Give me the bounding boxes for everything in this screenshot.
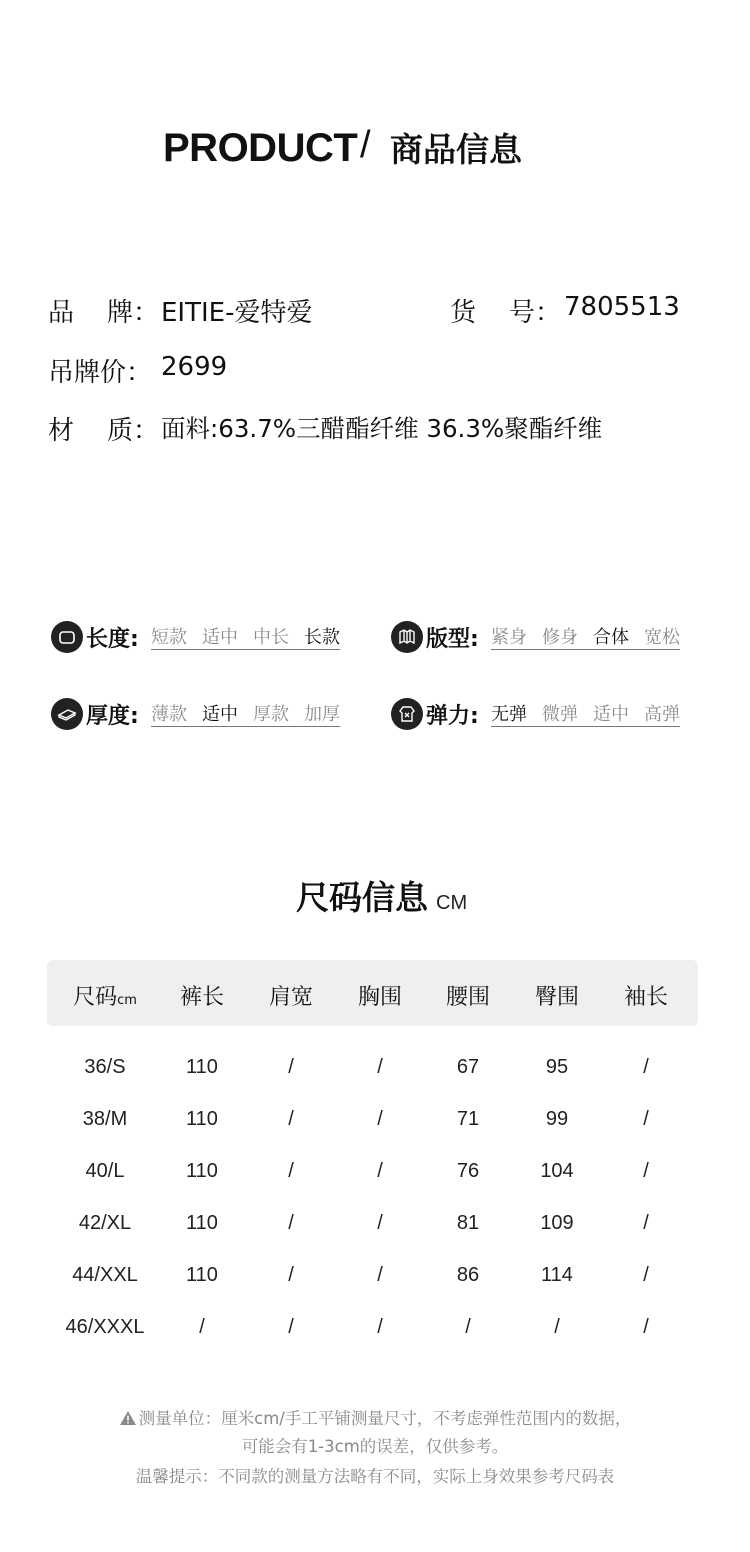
table-cell: / [377, 1056, 383, 1078]
option-extra-thick: 加厚 [304, 704, 340, 725]
note-line-3: 温馨提示：不同款的测量方法略有不同，实际上身效果参考尺码表 [135, 1467, 615, 1486]
price-label: 吊牌价： [48, 358, 153, 388]
table-cell: 86 [456, 1264, 480, 1286]
brand-value: EITIE-爱特爱 [161, 298, 313, 328]
table-cell: / [377, 1264, 383, 1286]
length-icon [51, 621, 83, 653]
option-tight: 紧身 [491, 627, 527, 648]
table-cell: 36/S [84, 1056, 126, 1078]
table-cell: / [377, 1316, 383, 1338]
attribute-label: 弹力: [426, 704, 479, 729]
header-cell: 裤长 [179, 985, 224, 1010]
table-cell: / [643, 1160, 649, 1182]
table-row [47, 1160, 698, 1190]
option-medium: 适中 [593, 704, 629, 725]
table-cell: / [643, 1212, 649, 1234]
option-long: 长款 [304, 627, 340, 648]
table-cell: 71 [456, 1108, 480, 1130]
header-size-label: 尺码 [73, 985, 118, 1010]
table-cell: 81 [456, 1212, 480, 1234]
size-title: 尺码信息 [296, 878, 428, 917]
option-high: 高弹 [644, 704, 680, 725]
table-cell: / [377, 1108, 383, 1130]
option-short: 短款 [151, 627, 187, 648]
option-none: 无弹 [491, 704, 527, 725]
table-cell: 109 [540, 1212, 574, 1234]
table-cell: / [377, 1212, 383, 1234]
option-medium: 适中 [202, 627, 238, 648]
table-cell: 76 [456, 1160, 480, 1182]
option-midlong: 中长 [253, 627, 289, 648]
table-cell: 114 [541, 1264, 573, 1286]
table-cell: 110 [186, 1056, 218, 1078]
size-unit: CM [436, 892, 468, 914]
option-thin: 薄款 [151, 704, 187, 725]
table-cell: 110 [186, 1108, 218, 1130]
table-cell: / [643, 1056, 649, 1078]
table-cell: 67 [456, 1056, 480, 1078]
table-cell: / [288, 1056, 294, 1078]
header-cell: 胸围 [357, 985, 402, 1010]
table-cell: 110 [186, 1160, 218, 1182]
fit-icon [391, 621, 423, 653]
material-value: 面料:63.7%三醋酯纤维 36.3%聚酯纤维 [161, 414, 603, 443]
material-label: 材 质： [48, 416, 160, 446]
table-row [47, 1316, 698, 1346]
attribute-options [491, 623, 680, 650]
elastic-icon [391, 698, 423, 730]
note-line-1: 测量单位：厘米cm/手工平铺测量尺寸，不考虑弹性范围内的数据， [138, 1409, 632, 1428]
table-cell: 44/XXL [72, 1264, 138, 1286]
size-section-title [296, 872, 467, 919]
table-cell: / [288, 1212, 294, 1234]
table-cell: / [643, 1316, 649, 1338]
header-title-cn: 商品信息 [390, 130, 522, 169]
header-cell: 袖长 [623, 985, 668, 1010]
warning-icon [119, 1410, 137, 1426]
table-cell: 99 [545, 1108, 569, 1130]
option-slim: 修身 [542, 627, 578, 648]
table-cell: 95 [545, 1056, 569, 1078]
table-cell: 110 [186, 1212, 218, 1234]
option-medium: 适中 [202, 704, 238, 725]
option-thick: 厚款 [253, 704, 289, 725]
table-cell: / [554, 1316, 560, 1338]
code-value: 7805513 [564, 292, 680, 322]
table-row [47, 1264, 698, 1294]
table-cell: / [199, 1316, 205, 1338]
table-cell: 38/M [82, 1108, 128, 1130]
header-size [60, 980, 150, 1011]
header-cell: 腰围 [445, 985, 490, 1010]
size-table-header [47, 960, 698, 1026]
header-slash: / [360, 124, 371, 166]
price-value: 2699 [161, 352, 228, 382]
table-cell: / [465, 1316, 471, 1338]
brand-label: 品 牌： [48, 298, 160, 328]
option-slight: 微弹 [542, 704, 578, 725]
attribute-label: 版型: [426, 627, 479, 652]
table-cell: / [288, 1316, 294, 1338]
header-size-unit: cm [117, 993, 137, 1008]
option-loose: 宽松 [644, 627, 680, 648]
attribute-label: 长度: [86, 627, 139, 652]
code-label: 货 号： [450, 298, 562, 328]
table-cell: / [643, 1264, 649, 1286]
table-row [47, 1056, 698, 1086]
table-cell: 46/XXXL [65, 1316, 145, 1338]
option-regular: 合体 [593, 627, 629, 648]
table-cell: / [288, 1108, 294, 1130]
table-cell: 104 [540, 1160, 574, 1182]
header-cell: 臀围 [534, 985, 579, 1010]
measurement-note [0, 1405, 750, 1429]
attribute-options [491, 700, 680, 727]
page-header [0, 122, 750, 178]
attribute-options [151, 700, 340, 727]
attribute-options [151, 623, 340, 650]
thickness-icon [51, 698, 83, 730]
table-cell: / [377, 1160, 383, 1182]
table-cell: / [288, 1264, 294, 1286]
table-row [47, 1108, 698, 1138]
attribute-label: 厚度: [86, 704, 139, 729]
table-cell: 42/XL [78, 1212, 132, 1234]
table-cell: / [643, 1108, 649, 1130]
header-cell: 肩宽 [268, 985, 313, 1010]
table-cell: 40/L [85, 1160, 125, 1182]
table-cell: 110 [186, 1264, 218, 1286]
table-cell: / [288, 1160, 294, 1182]
note-line-2: 可能会有1-3cm的误差，仅供参考。 [241, 1437, 509, 1456]
header-title-en: PRODUCT [163, 126, 358, 170]
table-row [47, 1212, 698, 1242]
